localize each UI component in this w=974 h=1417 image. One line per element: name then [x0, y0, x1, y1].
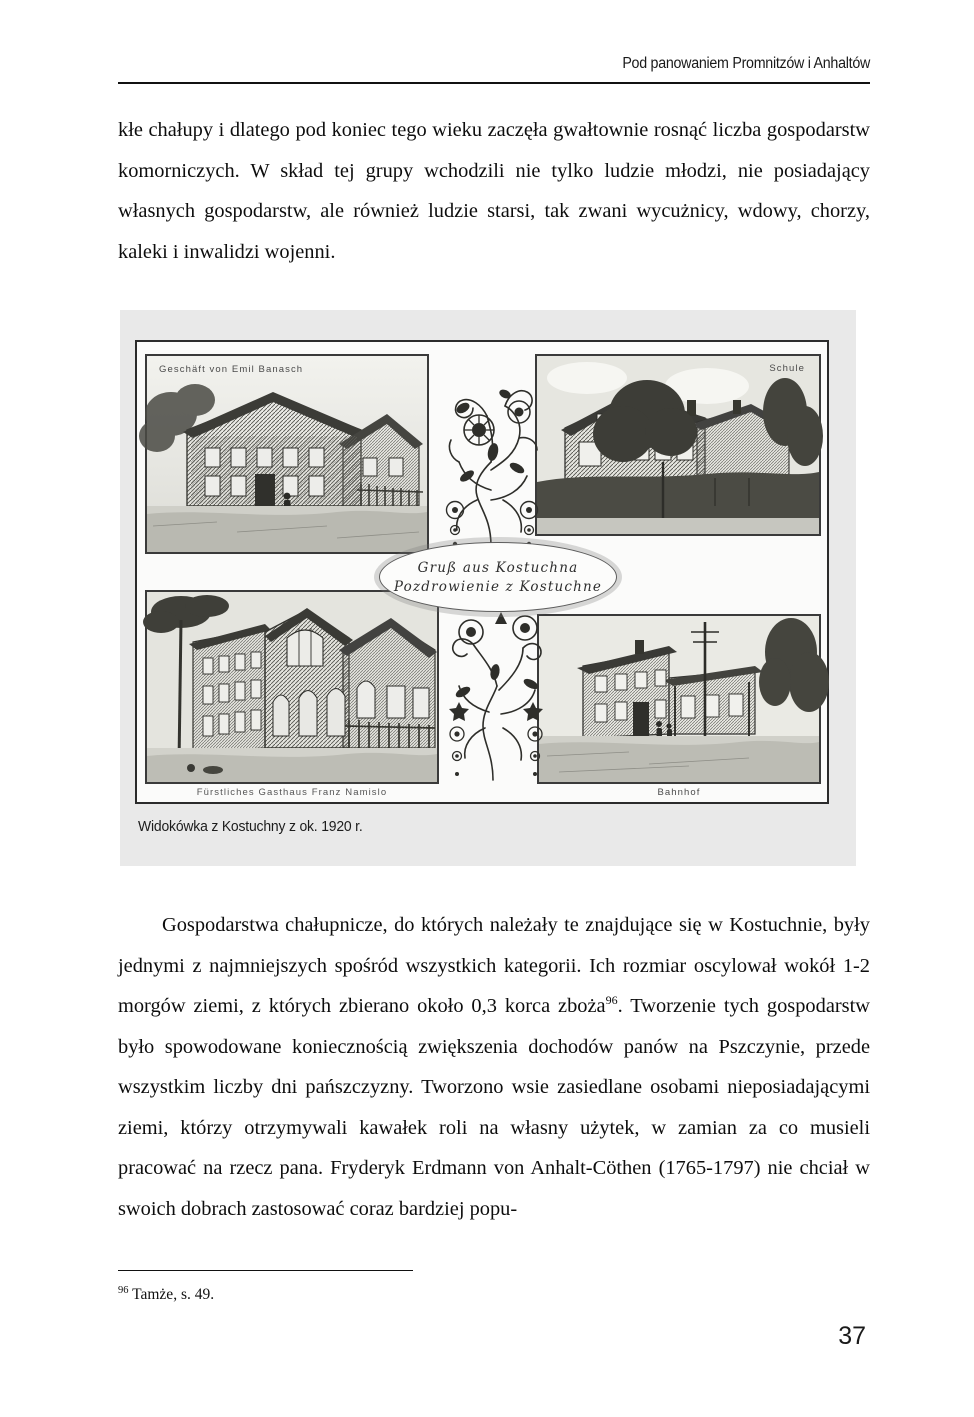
page-number: 37 — [838, 1322, 866, 1350]
footnote-reference-96: 96 — [605, 993, 618, 1008]
floral-ornament-top-icon — [433, 350, 553, 550]
postcard-photo-shop — [145, 354, 429, 554]
running-head: Pod panowaniem Promnitzów i Anhaltów — [622, 55, 870, 72]
greeting-line-polish: Pozdrowienie z Kostuchne — [393, 578, 603, 595]
station-building-illustration — [539, 616, 819, 782]
paragraph-bottom-part2: . Tworzenie tych gospodarstw było spowodowane koniecznością zwiększenia dochodów panów na Pszczynie, przede wszystkim liczby dni pańszczyzny. Tworzono wsie zasiedlane osobami nieposiadającymi ziemi, którzy otrzymywali kawałek roli na własny użytek, w zamian za co musieli pracować na rzecz pana. Fryderyk Erdmann von Anhalt-Cöthen (1765-1797) nie chciał w swoich dobrach zastosować coraz bardziej popu- — [118, 995, 870, 1220]
figure-postcard — [120, 310, 856, 866]
shop-building-illustration — [147, 356, 427, 552]
paragraph-bottom-part1: Gospodarstwa chałupnicze, do których należały te znajdujące się w Kostuchnie, były jednymi z najmniejszych spośród wszystkich kategorii. Ich rozmiar oscylował wokół 1-2 morgów ziemi, z których zbierano około 0,3 korca zboża — [118, 914, 870, 1017]
postcard-photo-inn — [145, 590, 439, 798]
postcard-photo-station — [537, 614, 821, 798]
postcard-photo-station-label: Bahnhof — [657, 787, 701, 798]
figure-caption: Widokówka z Kostuchny z ok. 1920 r. — [138, 818, 363, 835]
inn-building-illustration — [147, 592, 437, 782]
postcard-photo-inn-label: Fürstliches Gasthaus Franz Namislo — [196, 787, 388, 798]
postcard-image — [135, 340, 829, 804]
header-rule — [118, 82, 870, 84]
footnote-separator-rule — [118, 1270, 413, 1271]
body-paragraph-bottom-container — [118, 905, 870, 1229]
postcard-greeting-oval — [379, 542, 617, 612]
postcard-photo-school — [535, 354, 821, 536]
school-building-illustration — [537, 356, 819, 534]
footnote-entry — [118, 1280, 214, 1306]
body-paragraph-bottom — [118, 905, 870, 1229]
body-paragraph-top-container — [118, 110, 870, 272]
floral-ornament-bottom-icon — [437, 594, 557, 784]
footnote-text: Tamże, s. 49. — [132, 1286, 215, 1304]
body-paragraph-top: kłe chałupy i dlatego pod koniec tego wieku zaczęła gwałtownie rosnąć liczba gospodarstw komorniczych. W skład tej grupy wchodzili nie tylko ludzie młodzi, nie posiadający własnych gospodarstw, ale również ludzie starsi, tak zwani wycużnicy, wdowy, chorzy, kaleki i inwalidzi wojenni. — [118, 119, 870, 263]
postcard-photo-shop-label: Geschäft von Emil Banasch — [159, 364, 304, 375]
greeting-line-german: Gruß aus Kostuchna — [417, 559, 579, 576]
postcard-photo-school-label: Schule — [769, 363, 805, 374]
footnote-marker: 96 — [118, 1285, 129, 1296]
postcard-photo-station-wrapper — [537, 590, 823, 798]
